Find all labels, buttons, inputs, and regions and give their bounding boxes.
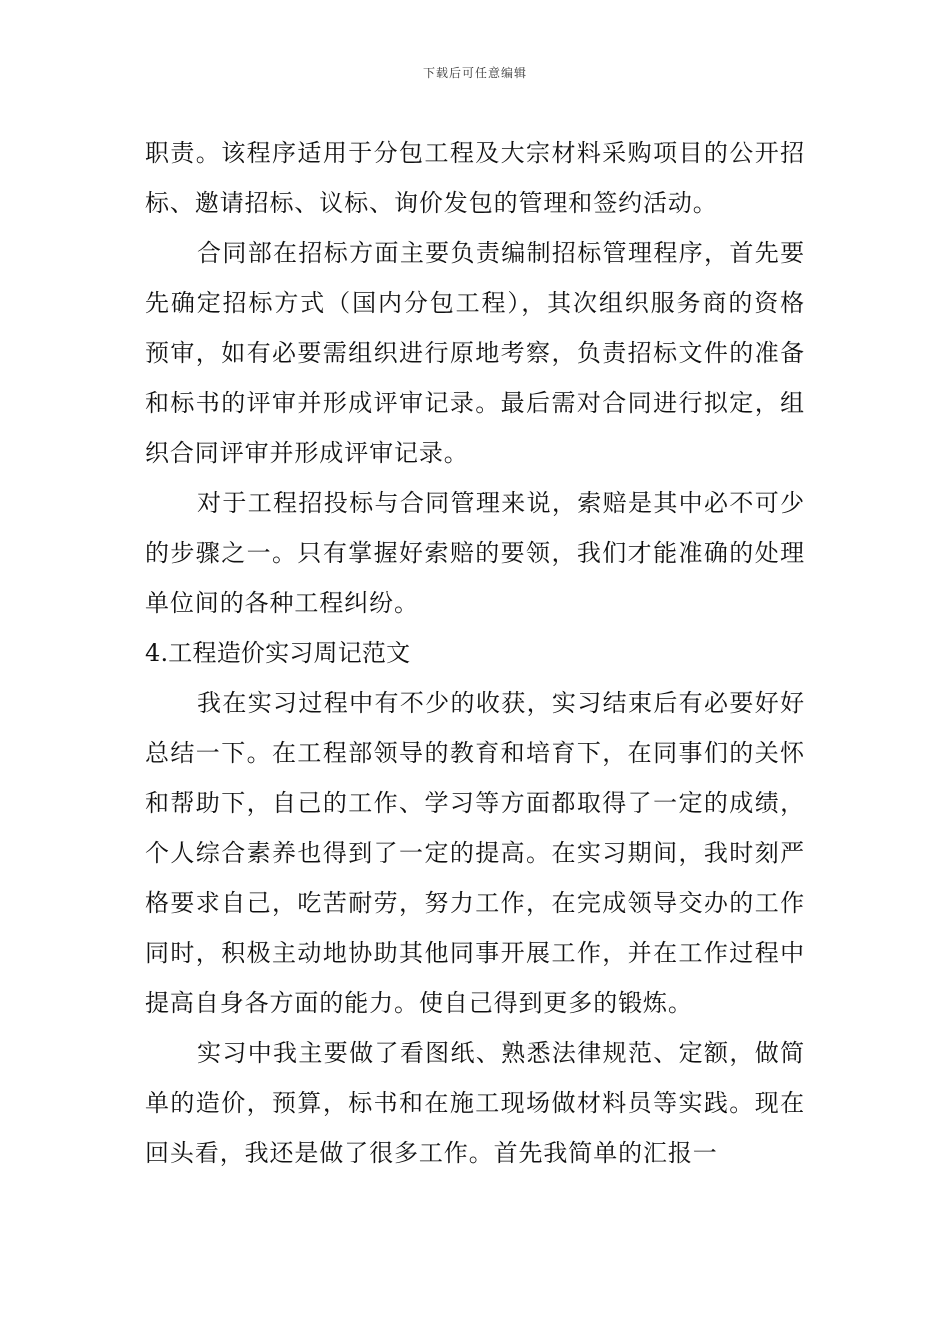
document-body — [145, 128, 805, 1178]
paragraph-internship-work: 实习中我主要做了看图纸、熟悉法律规范、定额，做简单的造价，预算，标书和在施工现场做材料员等实践。现在回头看，我还是做了很多工作。首先我简单的汇报一 — [145, 1039, 805, 1167]
paragraph-internship-gains: 我在实习过程中有不少的收获，实习结束后有必要好好总结一下。在工程部领导的教育和培育下，在同事们的关怀和帮助下，自己的工作、学习等方面都取得了一定的成绩，个人综合素养也得到了一定的提高。在实习期间，我时刻严格要求自己，吃苦耐劳，努力工作，在完成领导交办的工作同时，积极主动地协助其他同事开展工作，并在工作过程中提高自身各方面的能力。使自己得到更多的锻炼。 — [145, 689, 805, 1017]
paragraph-claims: 对于工程招投标与合同管理来说，索赔是其中必不可少的步骤之一。只有掌握好索赔的要领，我们才能准确的处理单位间的各种工程纠纷。 — [145, 489, 805, 617]
header-note: 下载后可任意编辑 — [422, 66, 527, 80]
paragraph-bidding-duties: 合同部在招标方面主要负责编制招标管理程序，首先要先确定招标方式（国内分包工程），其次组织服务商的资格预审，如有必要需组织进行原地考察，负责招标文件的准备和标书的评审并形成评审记录。最后需对合同进行拟定，组织合同评审并形成评审记录。 — [145, 239, 805, 467]
paragraph-continuation: 职责。该程序适用于分包工程及大宗材料采购项目的公开招标、邀请招标、议标、询价发包的管理和签约活动。 — [145, 139, 805, 217]
section-heading: 4.工程造价实习周记范文 — [145, 639, 411, 667]
